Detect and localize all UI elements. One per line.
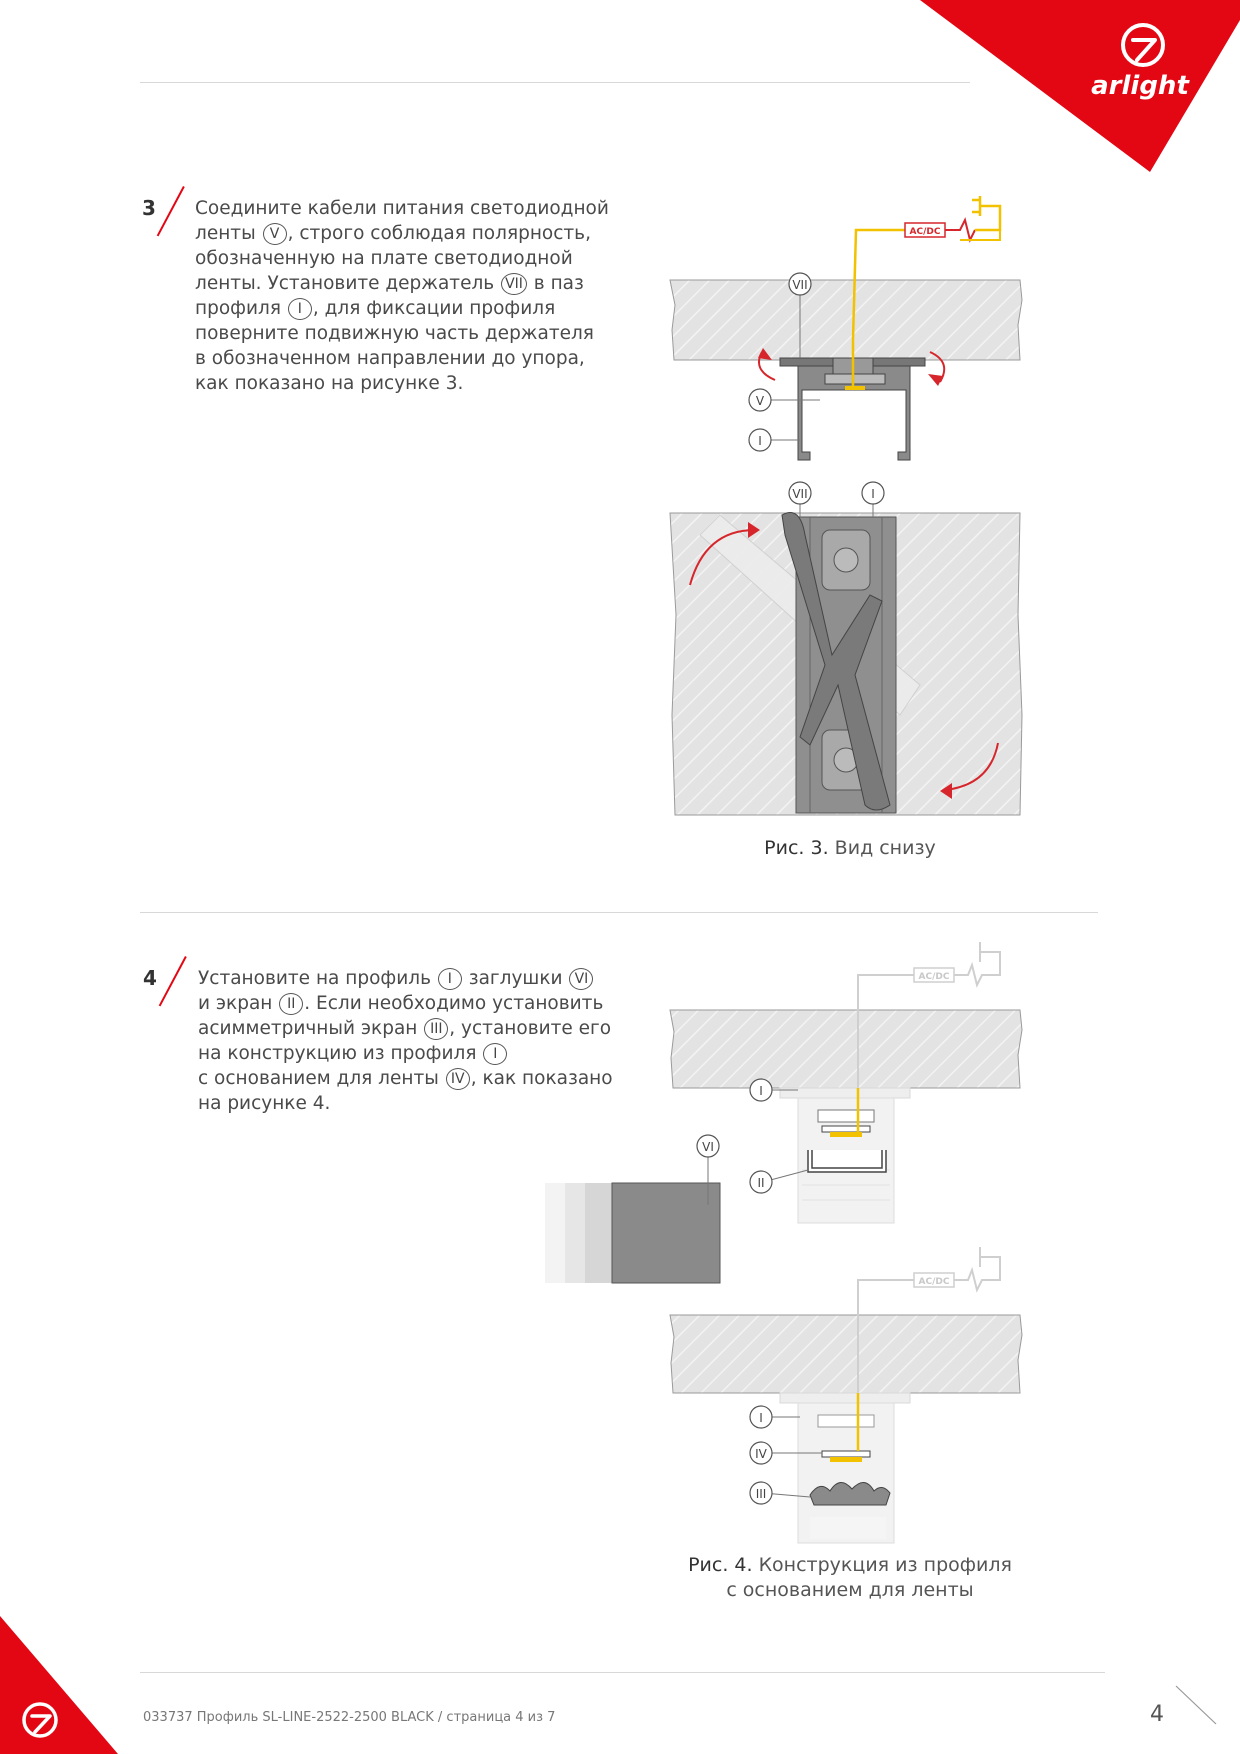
- step3-line: [195, 346, 609, 371]
- step-4-number: 4: [143, 966, 157, 990]
- roman-numeral-ref: I: [438, 968, 462, 990]
- figure-4-caption-line2: с основанием для ленты: [726, 1579, 974, 1601]
- text-run: заглушки: [462, 968, 569, 989]
- figure-3-label-profile: I: [758, 434, 762, 448]
- figure-4-caption: [660, 1553, 1040, 1603]
- text-run: на конструкцию из профиля: [198, 1043, 483, 1064]
- text-run: ленты. Установите держатель: [195, 273, 501, 294]
- text-run: поверните подвижную часть держателя: [195, 323, 594, 344]
- brand-logo-text: arlight: [1091, 71, 1189, 101]
- step3-line: [195, 296, 609, 321]
- figure-3-caption: [700, 836, 1000, 861]
- step-4-slash: [159, 956, 187, 1006]
- roman-numeral-ref: VII: [501, 273, 527, 295]
- text-run: , как показано: [470, 1068, 613, 1089]
- top-right-brand-corner: [920, 0, 1240, 175]
- text-run: в обозначенном направлении до упора,: [195, 348, 585, 369]
- figure-3-bottom-label-holder: VII: [792, 487, 808, 501]
- footer-divider: [140, 1672, 1105, 1673]
- figure-3-caption-number: Рис. 3.: [764, 837, 829, 859]
- figure-4-profile-with-base: [660, 1235, 1040, 1560]
- figure-4-bottom-label-profile: I: [759, 1411, 763, 1425]
- roman-numeral-ref: V: [263, 223, 287, 245]
- figure-4-label-asym-screen: III: [755, 1487, 767, 1501]
- roman-numeral-ref: I: [483, 1043, 507, 1065]
- step-3-slash: [157, 186, 185, 236]
- text-run: , для фиксации профиля: [312, 298, 556, 319]
- roman-numeral-ref: II: [279, 993, 303, 1015]
- text-run: , установите его: [449, 1018, 612, 1039]
- step3-line: [195, 246, 609, 271]
- figure-4-bottom-psu-label: AC/DC: [918, 1277, 950, 1287]
- step3-line: [195, 321, 609, 346]
- figure-3-psu-label: AC/DC: [909, 227, 941, 237]
- top-divider: [140, 82, 970, 83]
- figure-4-label-screen: II: [757, 1176, 765, 1190]
- section-divider: [140, 912, 1098, 913]
- figure-4-label-base: IV: [755, 1447, 767, 1461]
- page-number: 4: [1150, 1702, 1164, 1727]
- step-3-instructions: [195, 196, 609, 396]
- text-run: обозначенную на плате светодиодной: [195, 248, 573, 269]
- text-run: профиля: [195, 298, 287, 319]
- step-3-number: 3: [142, 196, 156, 220]
- roman-numeral-ref: III: [424, 1018, 448, 1040]
- figure-4-top-psu-label: AC/DC: [918, 972, 950, 982]
- text-run: . Если необходимо установить: [304, 993, 604, 1014]
- figure-4-caption-text: Конструкция из профиля: [752, 1554, 1012, 1576]
- figure-4-label-cap: VI: [702, 1140, 714, 1154]
- step3-line: [195, 271, 609, 296]
- text-run: на рисунке 4.: [198, 1093, 331, 1114]
- figure-4-label-profile: I: [759, 1084, 763, 1098]
- figure-3-label-holder: VII: [792, 278, 808, 292]
- text-run: ленты: [195, 223, 262, 244]
- text-run: Установите на профиль: [198, 968, 437, 989]
- text-run: и экран: [198, 993, 279, 1014]
- step3-line: [195, 221, 609, 246]
- roman-numeral-ref: VI: [569, 968, 593, 990]
- figure-3-bottom-view: [660, 475, 1040, 825]
- text-run: с основанием для ленты: [198, 1068, 445, 1089]
- figure-3-side-view: [660, 190, 1040, 470]
- text-run: как показано на рисунке 3.: [195, 373, 464, 394]
- step3-line: [195, 371, 609, 396]
- text-run: Соедините кабели питания светодиодной: [195, 198, 609, 219]
- bottom-left-brand-corner: [0, 1610, 120, 1754]
- figure-3-label-strip: V: [755, 394, 765, 408]
- roman-numeral-ref: IV: [446, 1068, 470, 1090]
- roman-numeral-ref: I: [288, 298, 312, 320]
- step3-line: [195, 196, 609, 221]
- figure-3-caption-text: Вид снизу: [828, 837, 936, 859]
- text-run: , строго соблюдая полярность,: [287, 223, 591, 244]
- page-corner-slash: [1172, 1680, 1222, 1730]
- figure-4-caption-number: Рис. 4.: [688, 1554, 753, 1576]
- text-run: асимметричный экран: [198, 1018, 424, 1039]
- figure-3-bottom-label-profile: I: [871, 487, 875, 501]
- footer-document-info: 033737 Профиль SL-LINE-2522-2500 BLACK / страница 4 из 7: [143, 1710, 556, 1725]
- text-run: в паз: [527, 273, 584, 294]
